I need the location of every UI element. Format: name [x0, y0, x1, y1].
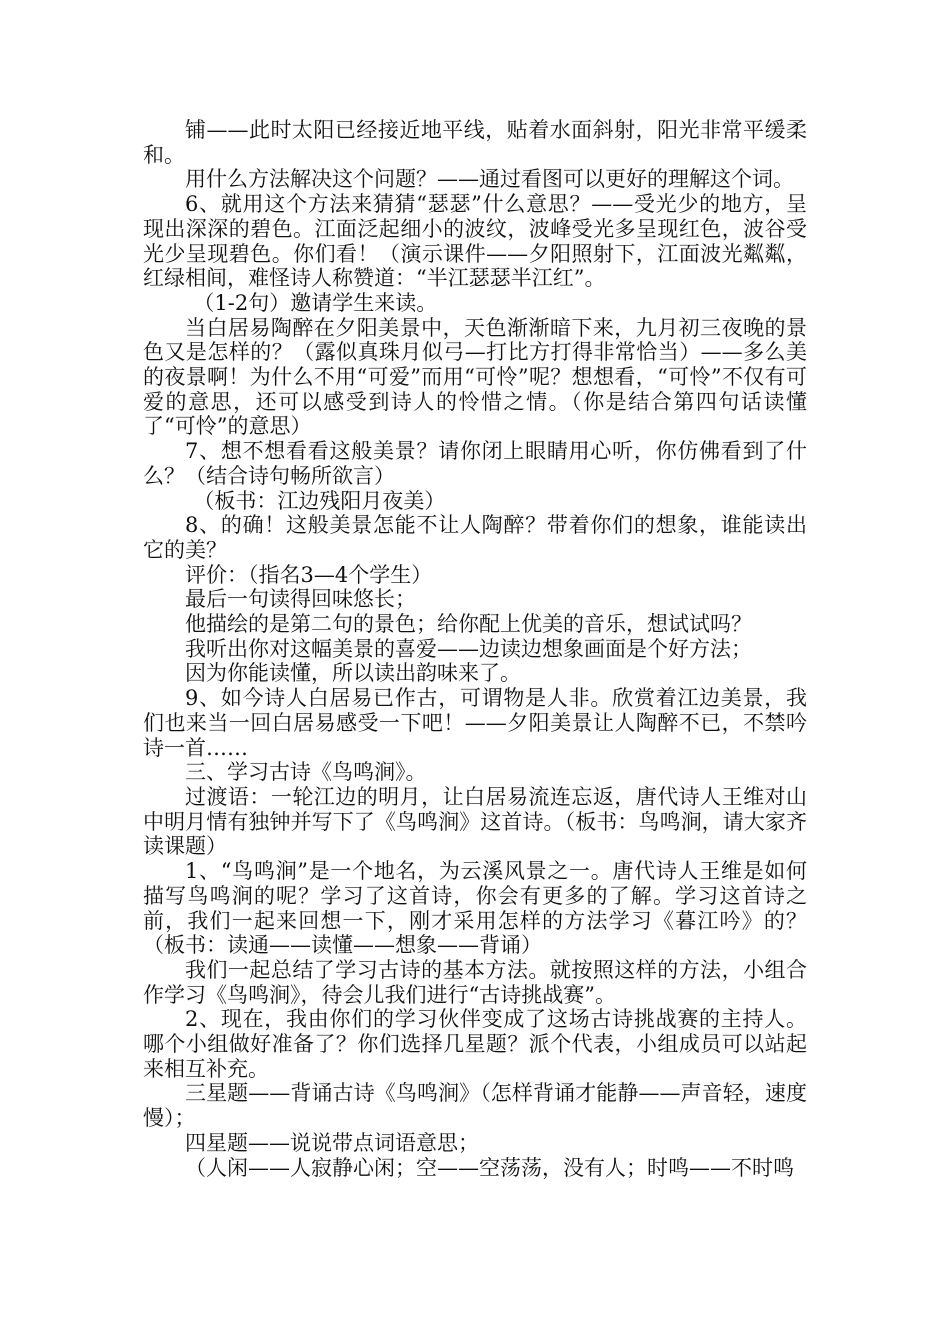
- paragraph-20: 三星题——背诵古诗《鸟鸣涧》（怎样背诵才能静——声音轻，速度慢）；: [143, 1081, 807, 1131]
- paragraph-7: （板书：江边残阳月夜美）: [193, 488, 446, 513]
- paragraph-10: 最后一句读得回味悠长；: [185, 587, 416, 612]
- document-page: [143, 118, 807, 1180]
- paragraph-13: 因为你能读懂，所以读出韵味来了。: [185, 661, 521, 686]
- paragraph-17: 1、“鸟鸣涧”是一个地名，为云溪风景之一。唐代诗人王维是如何描写鸟鸣涧的呢？学习了这首诗，你会有更多的了解。学习这首诗之前，我们一起来回想一下，刚才采用怎样的方法学习《暮江吟》的？（板书：读通——读懂——想象——背诵）: [143, 859, 807, 958]
- paragraph-11: 他描绘的是第二句的景色；给你配上优美的音乐，想试试吗？: [185, 612, 752, 637]
- paragraph-5: 当白居易陶醉在夕阳美景中，天色渐渐暗下来，九月初三夜晚的景色又是怎样的？（露似真珠月似弓—打比方打得非常恰当）——多么美的夜景啊！为什么不用“可爱”而用“可怜”呢？想想看，“可怜”不仅有可爱的意思，还可以感受到诗人的怜惜之情。（你是结合第四句话读懂了“可怜”的意思）: [143, 315, 807, 439]
- paragraph-21: 四星题——说说带点词语意思；: [185, 1130, 479, 1155]
- paragraph-15: 三、学习古诗《鸟鸣涧》。: [185, 760, 427, 785]
- paragraph-4: （1-2句）邀请学生来读。: [193, 290, 438, 315]
- paragraph-22: （人闲——人寂静心闲；空——空荡荡，没有人；时鸣——不时鸣: [185, 1155, 794, 1180]
- paragraph-14: 9、如今诗人白居易已作古，可谓物是人非。欣赏着江边美景，我们也来当一回白居易感受一下吧！——夕阳美景让人陶醉不已，不禁吟诗一首……: [143, 686, 807, 760]
- paragraph-9: 评价：（指名3—4个学生）: [185, 562, 433, 587]
- paragraph-2: 用什么方法解决这个问题？——通过看图可以更好的理解这个词。: [185, 167, 794, 192]
- paragraph-16: 过渡语：一轮江边的明月，让白居易流连忘返，唐代诗人王维对山中明月情有独钟并写下了《鸟鸣涧》这首诗。（板书：鸟鸣涧，请大家齐读课题）: [143, 784, 807, 859]
- paragraph-3: 6、就用这个方法来猜猜“瑟瑟”什么意思？——受光少的地方，呈现出深深的碧色。江面泛起细小的波纹，波峰受光多呈现红色，波谷受光少呈现碧色。你们看！（演示课件——夕阳照射下，江面波光粼粼，红绿相间，难怪诗人称赞道：“半江瑟瑟半江红”。: [143, 192, 807, 291]
- paragraph-19: 2、现在，我由你们的学习伙伴变成了这场古诗挑战赛的主持人。哪个小组做好准备了？你们选择几星题？派个代表，小组成员可以站起来相互补充。: [143, 1007, 807, 1081]
- paragraph-18: 我们一起总结了学习古诗的基本方法。就按照这样的方法，小组合作学习《鸟鸣涧》，待会儿我们进行“古诗挑战赛”。: [143, 957, 807, 1007]
- paragraph-8: 8、的确！这般美景怎能不让人陶醉？带着你们的想象，谁能读出它的美？: [143, 513, 807, 562]
- paragraph-1: 铺——此时太阳已经接近地平线，贴着水面斜射，阳光非常平缓柔和。: [143, 118, 807, 167]
- paragraph-6: 7、想不想看看这般美景？请你闭上眼睛用心听，你仿佛看到了什么？（结合诗句畅所欲言）: [143, 439, 807, 488]
- paragraph-12: 我听出你对这幅美景的喜爱——边读边想象画面是个好方法；: [185, 636, 752, 661]
